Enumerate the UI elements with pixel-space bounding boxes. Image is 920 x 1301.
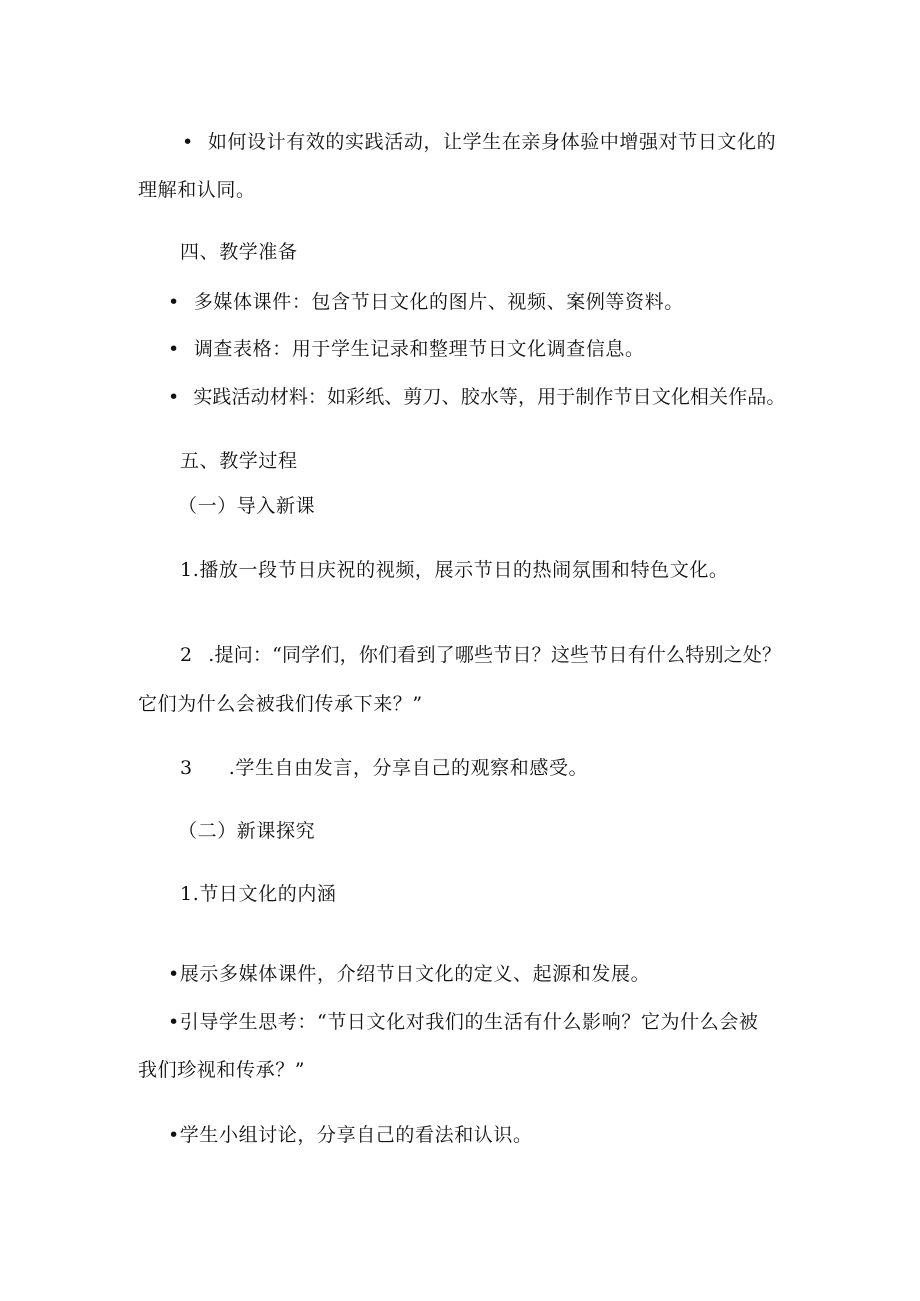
bullet-icon: • xyxy=(168,338,180,360)
step-number: 3 xyxy=(180,757,193,779)
list-item: •学生小组讨论，分享自己的看法和认识。 xyxy=(168,1124,533,1146)
list-item-text: 实践活动材料：如彩纸、剪刀、胶水等，用于制作节日文化相关作品。 xyxy=(193,386,786,408)
paragraph-line: 我们珍视和传承？” xyxy=(138,1059,306,1081)
step-item xyxy=(180,643,781,667)
paragraph-line xyxy=(182,130,776,154)
subsection-heading: （二）新课探究 xyxy=(178,820,316,842)
subsection-heading: （一）导入新课 xyxy=(178,495,316,517)
bullet-icon: • xyxy=(182,131,194,153)
bullet-icon: • xyxy=(168,386,180,408)
list-item xyxy=(168,385,785,409)
list-item: •展示多媒体课件，介绍节日文化的定义、起源和发展。 xyxy=(168,963,651,985)
step-text: .提问：“同学们，你们看到了哪些节日？这些节日有什么特别之处？ xyxy=(208,644,782,666)
step-text: .学生自由发言，分享自己的观察和感受。 xyxy=(228,757,589,779)
step-item: 1.播放一段节日庆祝的视频，展示节日的热闹氛围和特色文化。 xyxy=(180,559,729,581)
step-item xyxy=(180,756,588,780)
paragraph-line: 它们为什么会被我们传承下来？” xyxy=(138,693,423,715)
step-number: 2 xyxy=(180,644,193,666)
list-item-text: 多媒体课件：包含节日文化的图片、视频、案例等资料。 xyxy=(193,291,684,313)
paragraph-line: 理解和认同。 xyxy=(138,179,256,201)
bullet-icon: • xyxy=(168,291,180,313)
list-item: •引导学生思考：“节日文化对我们的生活有什么影响？它为什么会被 xyxy=(168,1011,759,1033)
section-heading: 四、教学准备 xyxy=(180,241,298,263)
list-item xyxy=(168,290,684,314)
section-heading: 五、教学过程 xyxy=(180,450,298,472)
item-heading: 1.节日文化的内涵 xyxy=(180,883,337,905)
list-item-text: 调查表格：用于学生记录和整理节日文化调查信息。 xyxy=(193,338,645,360)
list-item xyxy=(168,337,645,361)
paragraph-text: 如何设计有效的实践活动，让学生在亲身体验中增强对节日文化的 xyxy=(207,131,777,153)
